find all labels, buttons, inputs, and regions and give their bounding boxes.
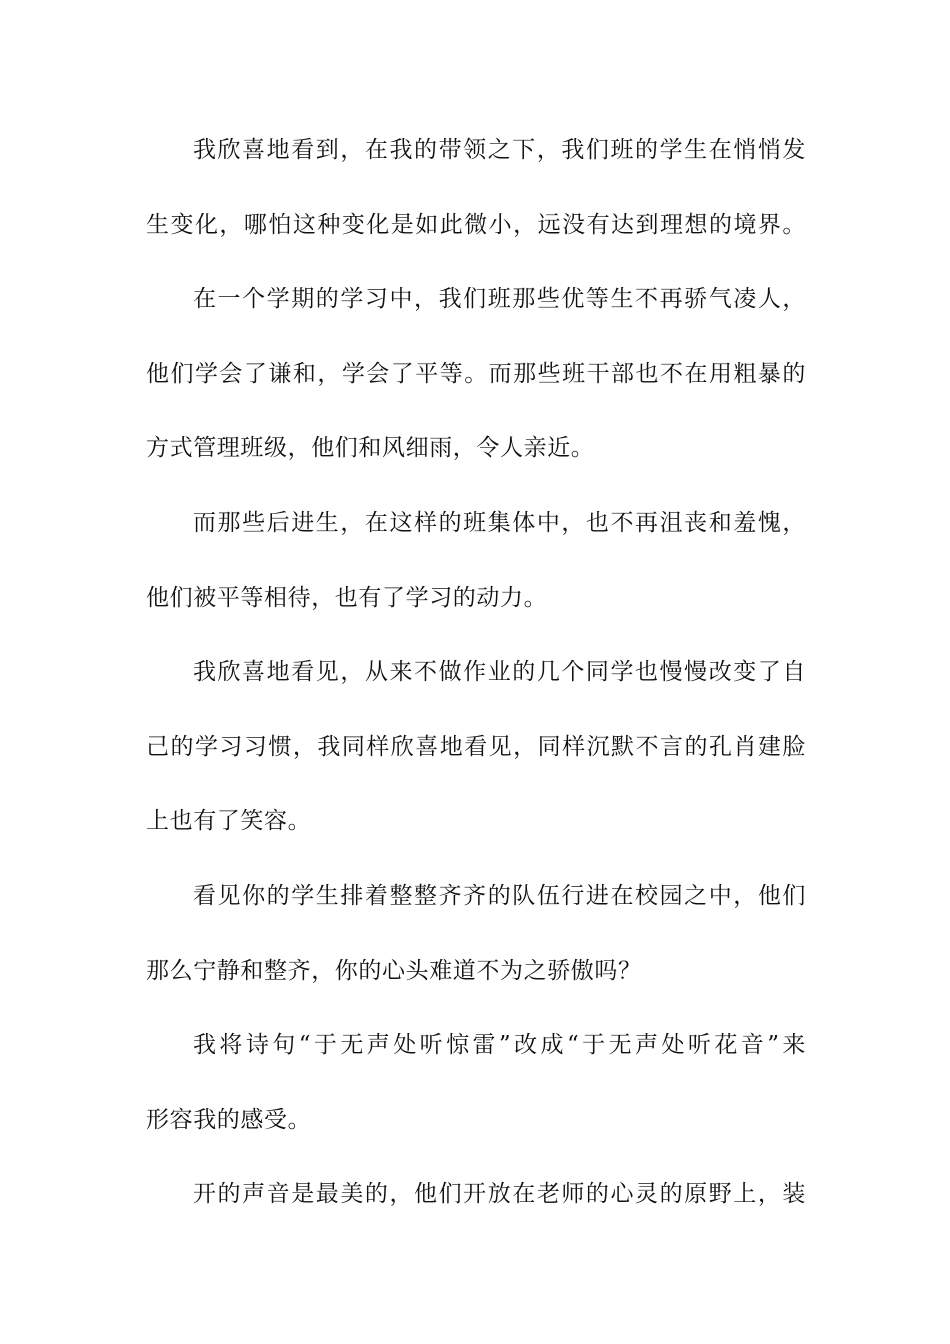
text-line-1: 我欣喜地看到，在我的带领之下，我们班的学生在悄悄发 [193,137,806,163]
text-line-8: 我欣喜地看见，从来不做作业的几个同学也慢慢改变了自 [193,659,806,686]
text-line-3: 在一个学期的学习中，我们班那些优等生不再骄气凌人， [193,286,806,313]
document-body [146,126,806,1245]
text-line-9: 己的学习习惯，我同样欣喜地看见，同样沉默不言的孔肖建脸 [146,733,806,760]
text-line-10: 上也有了笑容。 [146,808,312,835]
text-line-14: 形容我的感受。 [146,1106,312,1133]
text-line-12: 那么宁静和整齐，你的心头难道不为之骄傲吗？ [146,957,642,984]
text-line-7: 他们被平等相待，也有了学习的动力。 [146,584,548,611]
text-line-15: 开的声音是最美的，他们开放在老师的心灵的原野上，装 [193,1181,806,1208]
text-line-2: 生变化，哪怕这种变化是如此微小，远没有达到理想的境界。 [146,211,806,238]
text-line-6: 而那些后进生，在这样的班集体中，也不再沮丧和羞愧， [193,509,806,536]
text-line-5: 方式管理班级，他们和风细雨，令人亲近。 [146,435,595,462]
text-line-13: 我将诗句“于无声处听惊雷”改成“于无声处听花音”来 [193,1032,806,1059]
text-line-11: 看见你的学生排着整整齐齐的队伍行进在校园之中，他们 [193,882,806,909]
text-line-4: 他们学会了谦和，学会了平等。而那些班干部也不在用粗暴的 [146,360,806,387]
